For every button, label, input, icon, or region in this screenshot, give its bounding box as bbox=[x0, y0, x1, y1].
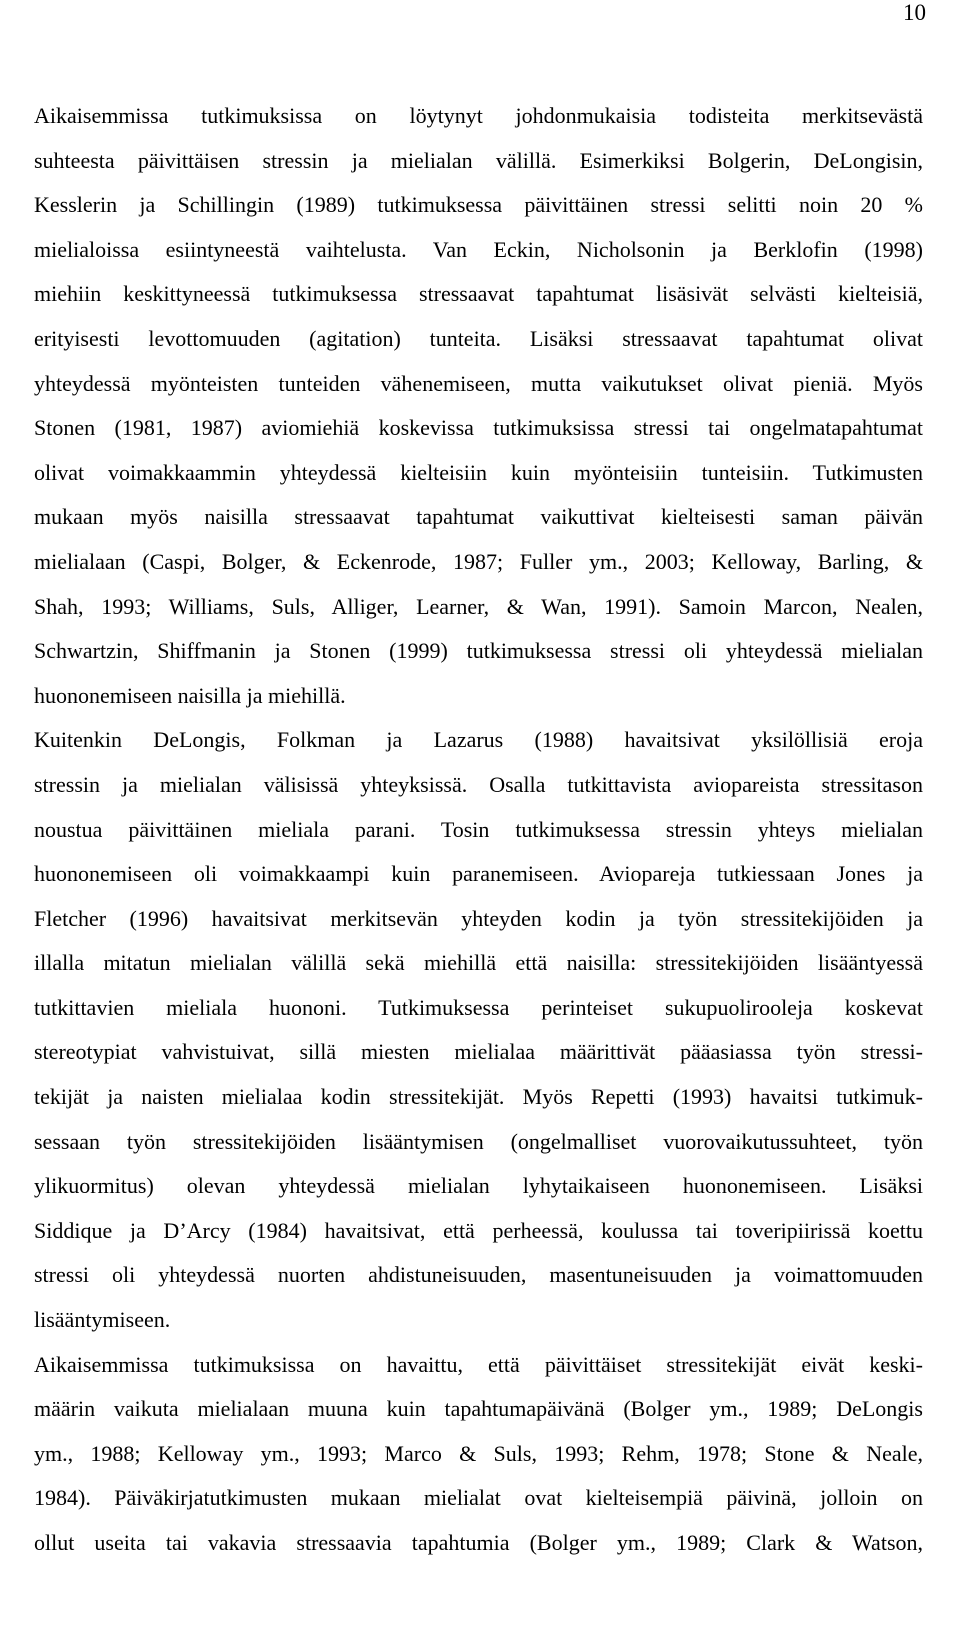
text-line: mielialaan (Caspi, Bolger, & Eckenrode, 1987; Fuller ym., 2003; Kelloway, Barling, & bbox=[34, 548, 923, 574]
page-number: 10 bbox=[903, 0, 926, 25]
text-line: lisääntymiseen. bbox=[34, 1307, 171, 1333]
body-text bbox=[34, 94, 923, 1566]
text-line: mukaan myös naisilla stressaavat tapahtumat vaikuttivat kielteisesti saman päivän bbox=[34, 504, 923, 530]
text-line: ylikuormitus) olevan yhteydessä mielialan lyhytaikaiseen huononemiseen. Lisäksi bbox=[34, 1173, 923, 1199]
text-line: miehiin keskittyneessä tutkimuksessa stressaavat tapahtumat lisäsivät selvästi kielteisiä, bbox=[34, 281, 923, 307]
paragraph-2 bbox=[34, 718, 923, 1342]
text-line: tekijät ja naisten mielialaa kodin stressitekijät. Myös Repetti (1993) havaitsi tutkimuk- bbox=[34, 1084, 923, 1110]
text-line: ollut useita tai vakavia stressaavia tapahtumia (Bolger ym., 1989; Clark & Watson, bbox=[34, 1530, 923, 1555]
text-line: stressin ja mielialan välisissä yhteyksissä. Osalla tutkittavista aviopareista stressitason bbox=[34, 771, 923, 797]
text-line: huononemiseen oli voimakkaampi kuin paranemiseen. Aviopareja tutkiessaan Jones ja bbox=[34, 861, 923, 887]
text-line: Shah, 1993; Williams, Suls, Alliger, Learner, & Wan, 1991). Samoin Marcon, Nealen, bbox=[34, 593, 923, 619]
text-line: 1984). Päiväkirjatutkimusten mukaan mielialat ovat kielteisempiä päivinä, jolloin on bbox=[34, 1485, 923, 1511]
text-line: Aikaisemmissa tutkimuksissa on havaittu, että päivittäiset stressitekijät eivät keski- bbox=[34, 1351, 923, 1377]
text-line: noustua päivittäinen mieliala parani. Tosin tutkimuksessa stressin yhteys mielialan bbox=[34, 816, 923, 842]
text-line: erityisesti levottomuuden (agitation) tunteita. Lisäksi stressaavat tapahtumat olivat bbox=[34, 325, 923, 351]
text-line: olivat voimakkaammin yhteydessä kielteisiin kuin myönteisiin tunteisiin. Tutkimusten bbox=[34, 459, 923, 485]
text-line: stereotypiat vahvistuivat, sillä miesten mielialaa määrittivät pääasiassa työn stressi- bbox=[34, 1039, 923, 1065]
text-line: Kuitenkin DeLongis, Folkman ja Lazarus (1988) havaitsivat yksilöllisiä eroja bbox=[34, 727, 923, 753]
text-line: yhteydessä myönteisten tunteiden vähenemiseen, mutta vaikutukset olivat pieniä. Myös bbox=[34, 370, 923, 396]
text-line: stressi oli yhteydessä nuorten ahdistuneisuuden, masentuneisuuden ja voimattomuuden bbox=[34, 1262, 923, 1288]
text-line: määrin vaikuta mielialaan muuna kuin tapahtumapäivänä (Bolger ym., 1989; DeLongis bbox=[34, 1396, 923, 1422]
text-line: Siddique ja D’Arcy (1984) havaitsivat, että perheessä, koulussa tai toveripiirissä koettu bbox=[34, 1217, 923, 1243]
text-line: Aikaisemmissa tutkimuksissa on löytynyt johdonmukaisia todisteita merkitsevästä bbox=[34, 103, 923, 128]
text-line: Fletcher (1996) havaitsivat merkitsevän yhteyden kodin ja työn stressitekijöiden ja bbox=[34, 905, 923, 931]
text-line: Stonen (1981, 1987) aviomiehiä koskevissa tutkimuksissa stressi tai ongelmatapahtumat bbox=[34, 415, 923, 441]
paragraph-3 bbox=[34, 1343, 923, 1566]
text-line: Kesslerin ja Schillingin (1989) tutkimuksessa päivittäinen stressi selitti noin 20 % bbox=[34, 192, 923, 218]
text-line: suhteesta päivittäisen stressin ja mielialan välillä. Esimerkiksi Bolgerin, DeLongisin, bbox=[34, 147, 923, 173]
text-line: sessaan työn stressitekijöiden lisääntymisen (ongelmalliset vuorovaikutussuhteet, työn bbox=[34, 1128, 923, 1154]
paragraph-1 bbox=[34, 94, 923, 718]
text-line: tutkittavien mieliala huononi. Tutkimuksessa perinteiset sukupuolirooleja koskevat bbox=[34, 994, 923, 1020]
text-line: Schwartzin, Shiffmanin ja Stonen (1999) tutkimuksessa stressi oli yhteydessä mielialan bbox=[34, 638, 923, 664]
text-line: ym., 1988; Kelloway ym., 1993; Marco & Suls, 1993; Rehm, 1978; Stone & Neale, bbox=[34, 1440, 923, 1466]
text-line: mielialoissa esiintyneestä vaihtelusta. Van Eckin, Nicholsonin ja Berklofin (1998) bbox=[34, 236, 923, 262]
text-line: huononemiseen naisilla ja miehillä. bbox=[34, 682, 346, 708]
text-line: illalla mitatun mielialan välillä sekä miehillä että naisilla: stressitekijöiden lisääntyessä bbox=[34, 950, 923, 976]
